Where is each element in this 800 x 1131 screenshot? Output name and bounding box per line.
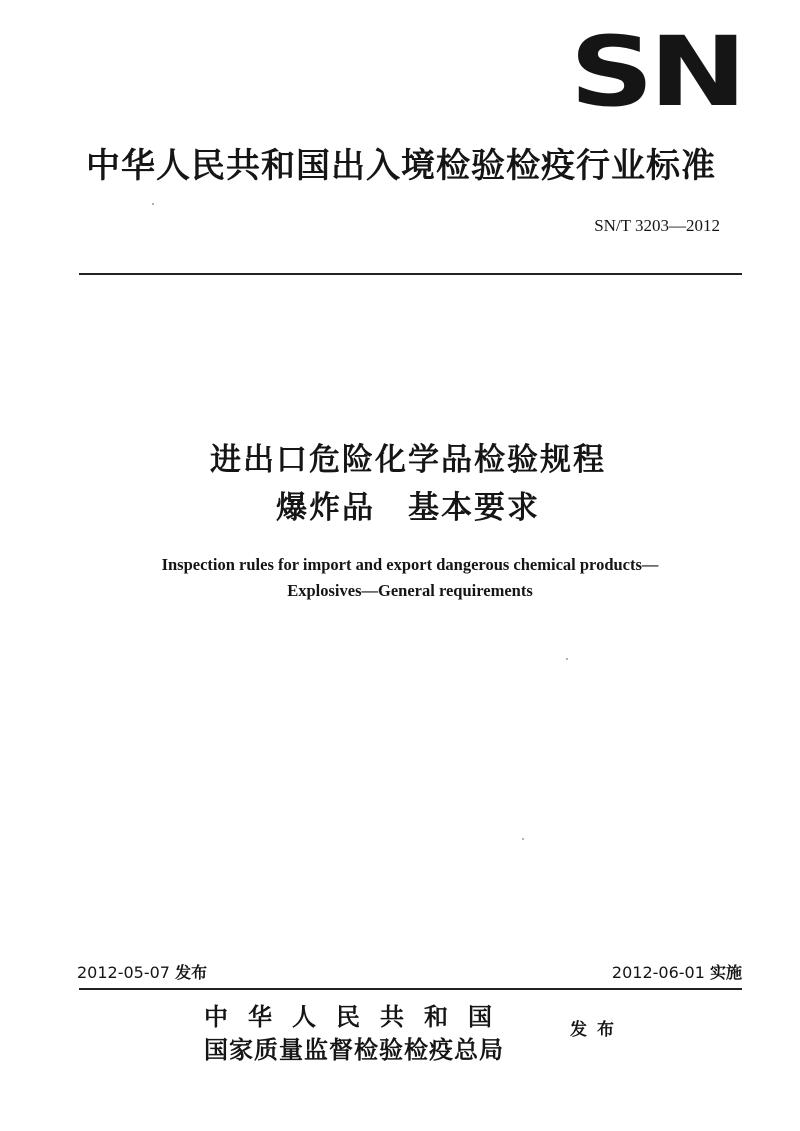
bottom-divider	[79, 988, 742, 990]
chinese-title-line2: 爆炸品 基本要求	[276, 490, 540, 526]
issuer-country: 中华人民共和国	[204, 1002, 512, 1031]
english-title-line2: Explosives—General requirements	[287, 581, 533, 600]
implementation-date-value: 2012-06-01	[611, 963, 705, 982]
issue-date-label: 发布	[175, 963, 208, 982]
english-title-line1: Inspection rules for import and export dangerous chemical products—	[161, 555, 659, 574]
publish-label: 发布	[570, 1020, 624, 1040]
scan-speck	[566, 658, 568, 660]
top-divider	[79, 273, 742, 275]
issue-date-value: 2012-05-07	[77, 963, 170, 982]
chinese-title-line1: 进出口危险化学品检验规程	[210, 442, 606, 478]
issuer-agency: 国家质量监督检验检疫总局	[204, 1035, 504, 1064]
scan-speck	[152, 203, 154, 205]
implementation-date-label: 实施	[709, 963, 742, 982]
standard-code: SN/T 3203—2012	[594, 216, 720, 235]
implementation-date	[612, 960, 742, 983]
issue-date	[77, 960, 207, 983]
scan-speck	[522, 838, 524, 840]
issuing-body-title: 中华人民共和国出入境检验检疫行业标准	[86, 146, 716, 186]
sn-logo: SN	[569, 16, 743, 128]
